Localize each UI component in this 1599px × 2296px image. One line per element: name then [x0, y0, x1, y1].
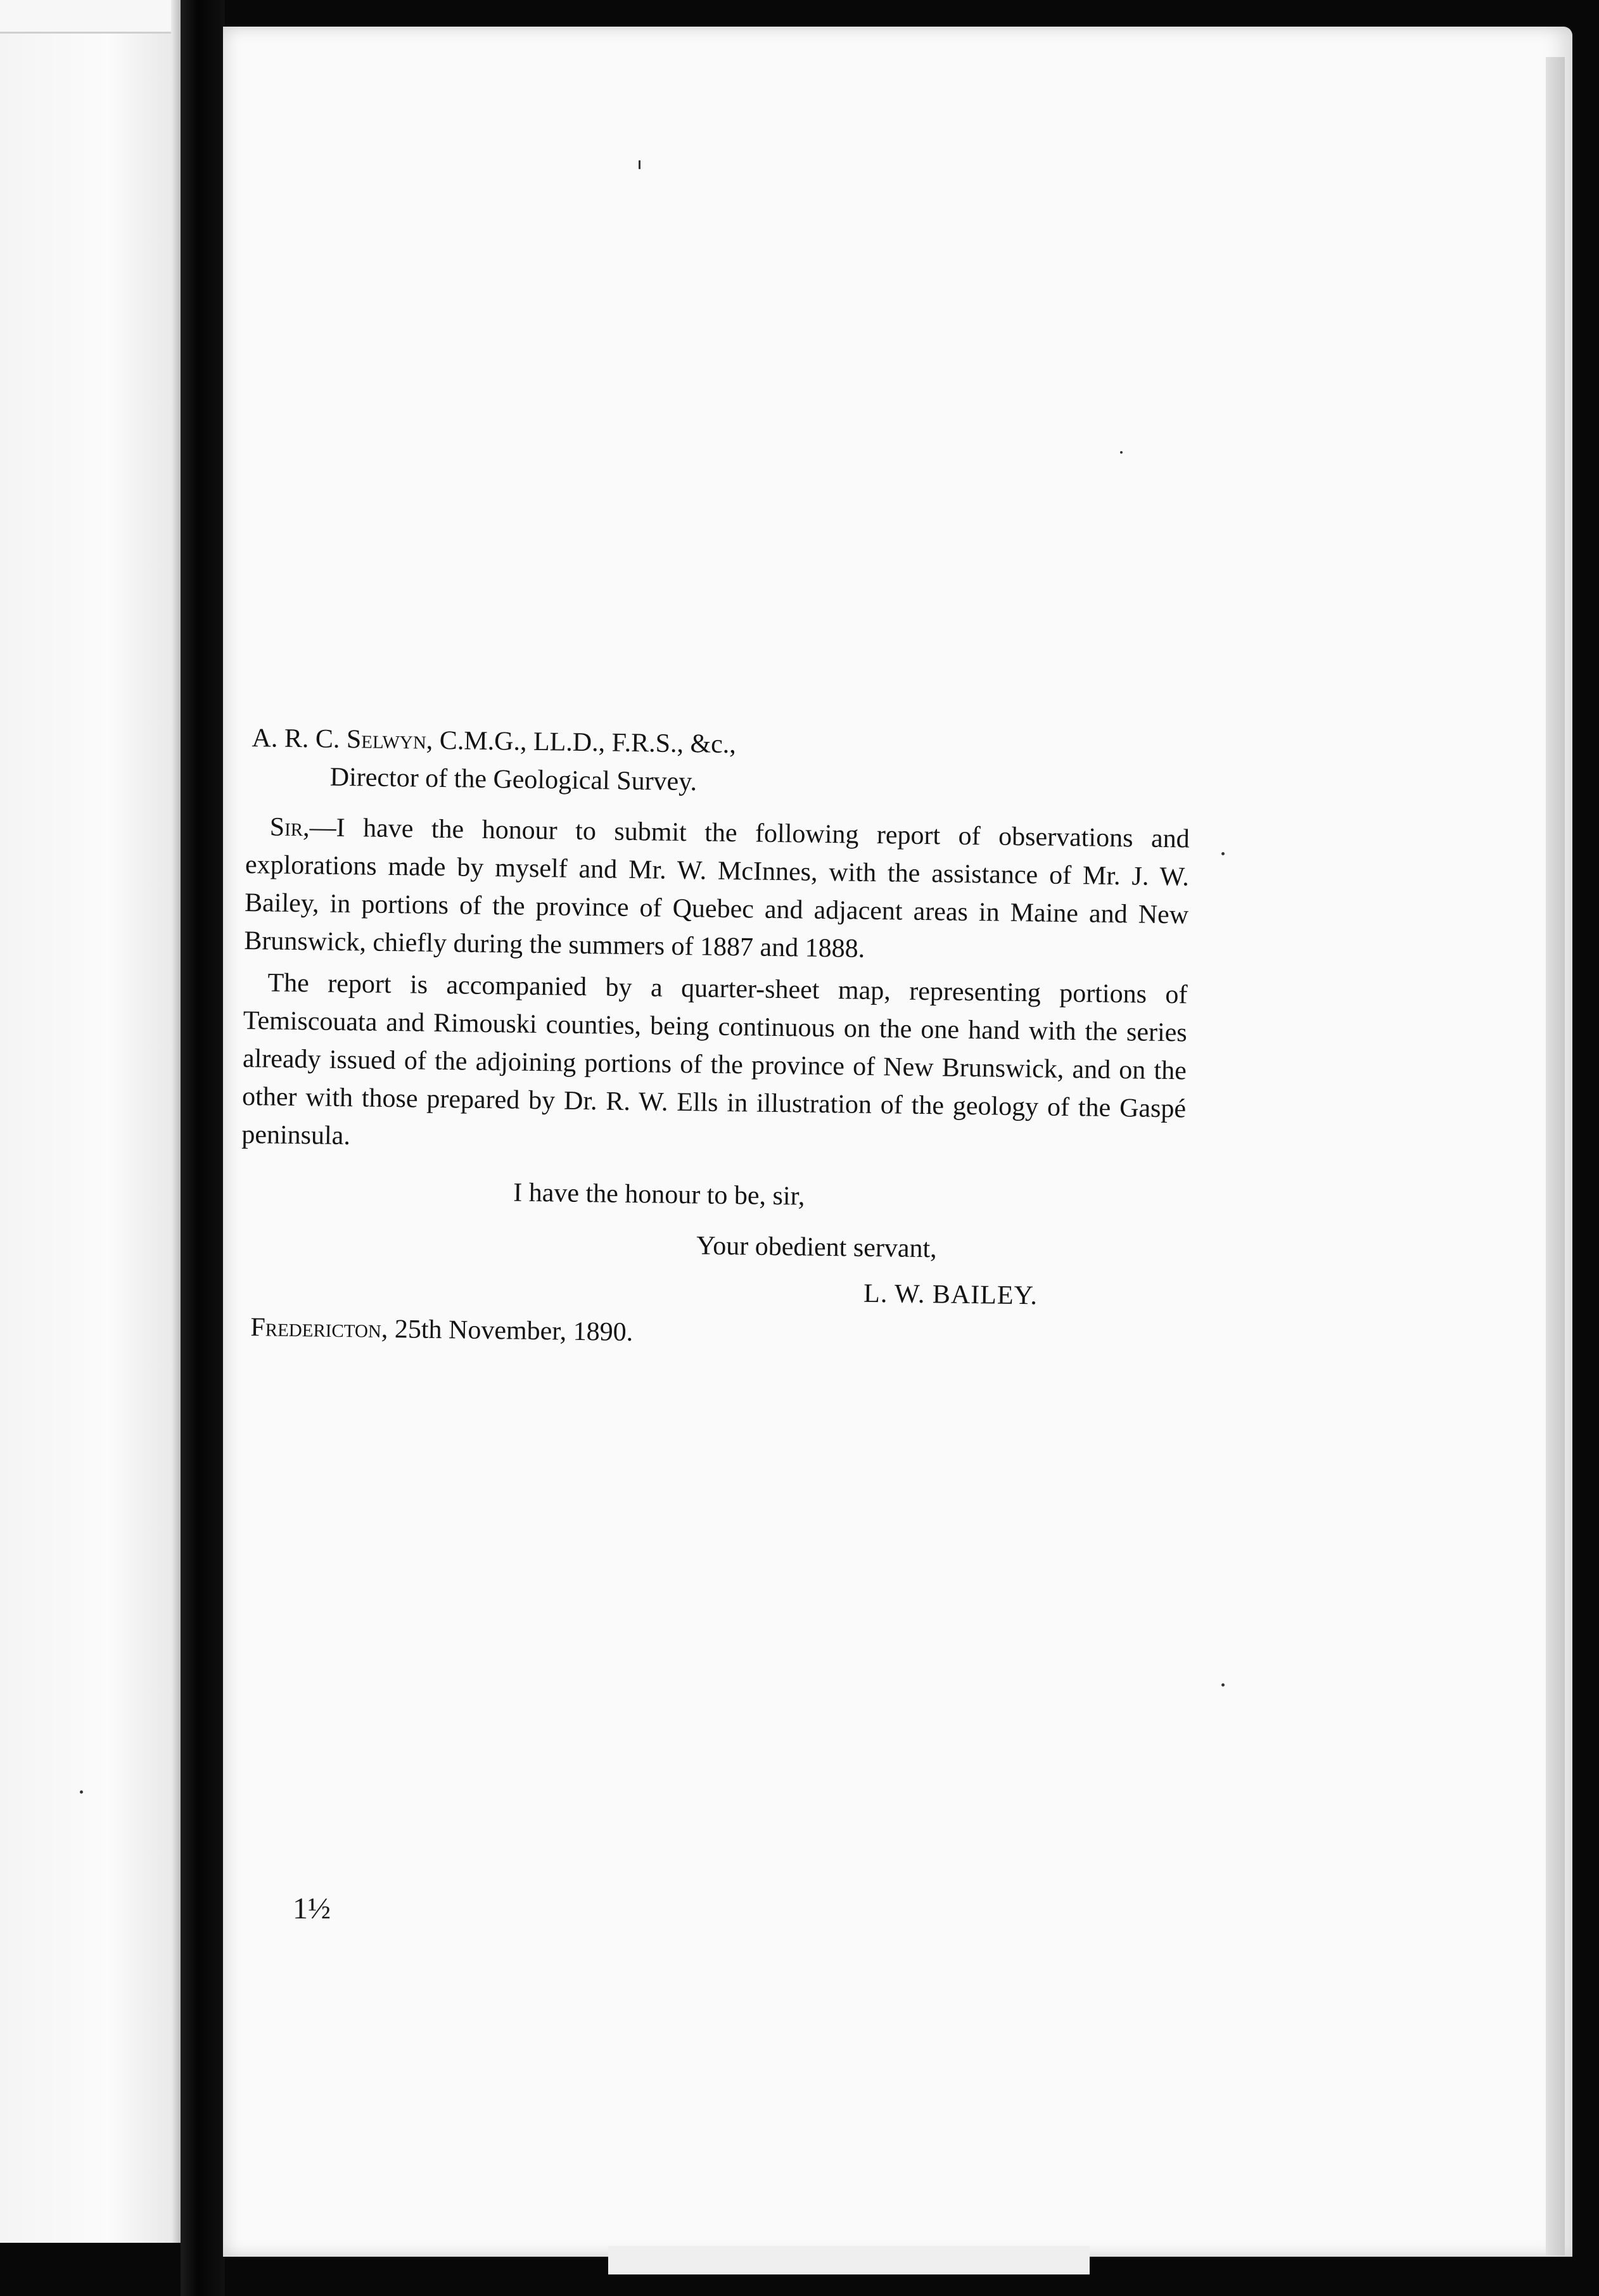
scan-speck	[1221, 852, 1225, 855]
paragraph-1-text: ,—I have the honour to submit the following report of observations and explorations made by myself and Mr. W. McInnes, with the assistance of Mr. J. W. Bailey, in portions of the province of Quebec and adjacent areas in Maine and New Brunswick, chiefly during the summers of 1887 and 1888.	[244, 813, 1190, 964]
addressee-prefix: A. R. C.	[252, 724, 347, 755]
addressee-title: Director of the Geological Survey.	[329, 762, 698, 797]
signature: L. W. BAILEY.	[863, 1279, 1038, 1311]
scan-speck	[1120, 451, 1123, 454]
signature-mark: 1½	[293, 1892, 331, 1925]
addressee-credentials: , C.M.G., LL.D., F.R.S., &c.,	[426, 725, 737, 760]
scan-speck	[1221, 1683, 1225, 1687]
book-spine	[181, 0, 225, 2296]
page-bottom-edge	[608, 2246, 1090, 2274]
closing-line-1: I have the honour to be, sir,	[513, 1178, 805, 1211]
scan-speck	[80, 1790, 83, 1794]
closing-line-2: Your obedient servant,	[696, 1231, 937, 1264]
addressee-name: Selwyn	[346, 725, 427, 755]
place: Fredericton	[250, 1313, 382, 1344]
paragraph-1	[244, 808, 1190, 972]
page-edge	[1546, 57, 1565, 2255]
date: , 25th November, 1890.	[381, 1314, 634, 1348]
letter-body	[239, 719, 1191, 1358]
scan-speck	[639, 160, 640, 169]
salutation: Sir	[269, 812, 303, 843]
paragraph-2: The report is accompanied by a quarter-sheet map, representing portions of Temiscouata and Rimouski counties, being continuous on the one hand with the series already issued of the adjoining portions of the province of New Brunswick, and on the other with those prepared by Dr. R. W. Ells in illustration of the geology of the Gaspé peninsula.	[241, 968, 1188, 1151]
facing-page	[0, 0, 181, 2243]
facing-page-top-edge	[0, 0, 171, 34]
